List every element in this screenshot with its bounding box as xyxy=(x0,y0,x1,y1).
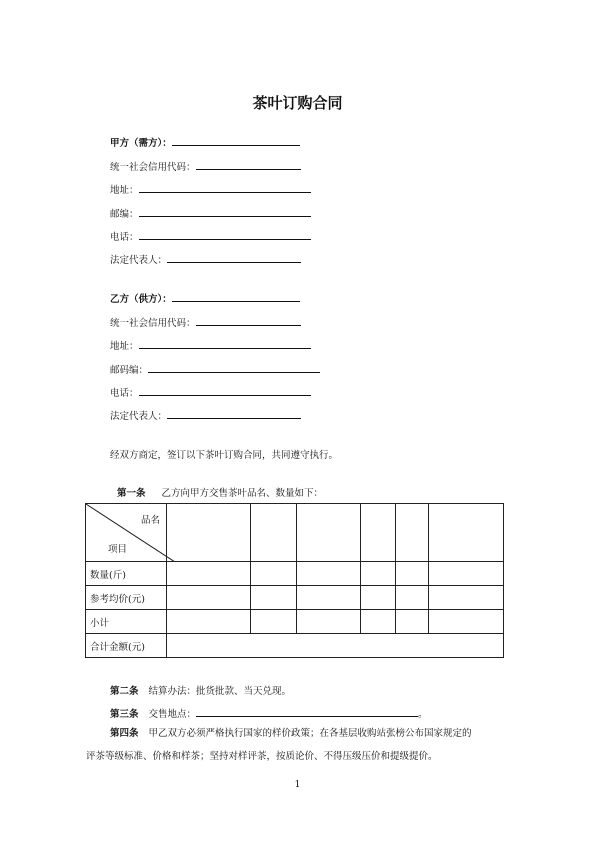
table-cell[interactable] xyxy=(167,586,251,610)
party-b-phone-blank[interactable] xyxy=(139,385,311,396)
party-a-phone-row xyxy=(110,229,311,243)
table-cell[interactable] xyxy=(251,610,297,634)
party-a-postcode-blank[interactable] xyxy=(139,206,311,217)
party-b-phone-label: 电话： xyxy=(110,388,139,399)
table-cell[interactable] xyxy=(396,562,429,586)
article-3 xyxy=(110,706,428,720)
row-label-total: 合计金额(元) xyxy=(86,634,167,658)
product-cell-6[interactable] xyxy=(429,504,504,562)
product-cell-3[interactable] xyxy=(297,504,361,562)
party-b-phone-row xyxy=(110,385,311,399)
table-cell[interactable] xyxy=(167,562,251,586)
table-cell[interactable] xyxy=(396,586,429,610)
party-a-legal-rep-blank[interactable] xyxy=(167,252,301,263)
party-b-label: 乙方（供方）： xyxy=(110,294,172,305)
corner-label-product: 品名 xyxy=(140,515,160,526)
intro-text: 经双方商定，签订以下茶叶订购合同，共同遵守执行。 xyxy=(110,450,339,461)
party-a-credit-code-label: 统一社会信用代码： xyxy=(110,162,196,173)
article-4-head: 第四条 xyxy=(110,728,139,739)
party-b-address-label: 地址： xyxy=(110,341,139,352)
article-3-text: 交售地点： xyxy=(148,709,197,720)
product-cell-4[interactable] xyxy=(361,504,396,562)
party-a-address-row xyxy=(110,182,311,196)
corner-diagonal-line xyxy=(86,504,175,562)
party-b-legal-rep-blank[interactable] xyxy=(167,408,301,419)
row-label-quantity: 数量(斤) xyxy=(86,562,167,586)
article-1-text: 乙方向甲方交售茶叶品名、数量如下： xyxy=(161,488,324,499)
party-a-address-label: 地址： xyxy=(110,185,139,196)
party-b-address-row xyxy=(110,338,311,352)
document-title: 茶叶订购合同 xyxy=(252,94,343,112)
article-2-text: 结算办法：批货批款、当天兑现。 xyxy=(148,686,292,697)
page-number: 1 xyxy=(294,780,301,790)
corner-label-item: 项目 xyxy=(108,544,128,555)
party-b-legal-rep-label: 法定代表人： xyxy=(110,411,168,422)
party-a-name-blank[interactable] xyxy=(172,135,300,146)
product-cell-1[interactable] xyxy=(167,504,251,562)
party-a-postcode-row xyxy=(110,206,311,220)
table-row xyxy=(86,634,504,658)
party-a-label: 甲方（需方）： xyxy=(110,138,172,149)
table-cell[interactable] xyxy=(251,586,297,610)
party-a-credit-code-row xyxy=(110,159,301,173)
party-a-phone-label: 电话： xyxy=(110,232,139,243)
table-cell[interactable] xyxy=(361,562,396,586)
table-cell[interactable] xyxy=(297,562,361,586)
party-b-credit-code-label: 统一社会信用代码： xyxy=(110,318,196,329)
table-row xyxy=(86,586,504,610)
table-header-row xyxy=(86,504,504,562)
table-cell[interactable] xyxy=(297,586,361,610)
article-3-head: 第三条 xyxy=(110,709,139,720)
table-cell[interactable] xyxy=(167,610,251,634)
table-cell[interactable] xyxy=(429,586,504,610)
product-cell-5[interactable] xyxy=(396,504,429,562)
table-cell[interactable] xyxy=(396,610,429,634)
article-2-head: 第二条 xyxy=(110,686,139,697)
party-a-postcode-label: 邮编： xyxy=(110,209,139,220)
party-b-heading xyxy=(110,291,300,305)
table-cell[interactable] xyxy=(251,562,297,586)
party-a-address-blank[interactable] xyxy=(139,182,311,193)
party-b-name-blank[interactable] xyxy=(172,291,300,302)
article-2 xyxy=(110,683,291,697)
party-a-credit-code-blank[interactable] xyxy=(196,159,301,170)
party-b-postcode-row xyxy=(110,362,320,376)
table-cell[interactable] xyxy=(429,562,504,586)
party-b-credit-code-blank[interactable] xyxy=(196,315,301,326)
table-row xyxy=(86,562,504,586)
product-cell-2[interactable] xyxy=(251,504,297,562)
party-b-address-blank[interactable] xyxy=(139,338,311,349)
table-cell[interactable] xyxy=(361,610,396,634)
article-4-line-1 xyxy=(110,723,472,744)
row-label-subtotal: 小计 xyxy=(86,610,167,634)
party-a-legal-rep-label: 法定代表人： xyxy=(110,255,168,266)
party-a-legal-rep-row xyxy=(110,252,301,266)
table-cell[interactable] xyxy=(361,586,396,610)
table-cell[interactable] xyxy=(297,610,361,634)
article-4-line-2: 评茶等级标准、价格和样茶；坚持对样评茶，按质论价、不得压级压价和提级提价。 xyxy=(86,751,438,762)
delivery-location-blank[interactable] xyxy=(196,706,418,717)
table-cell[interactable] xyxy=(429,610,504,634)
table-row xyxy=(86,610,504,634)
article-4-text-1: 甲乙双方必须严格执行国家的样价政策；在各基层收购站张榜公布国家规定的 xyxy=(148,728,472,739)
row-label-avg-price: 参考均价(元) xyxy=(86,586,167,610)
party-a-heading xyxy=(110,135,300,149)
party-b-legal-rep-row xyxy=(110,408,301,422)
table-corner-cell xyxy=(86,504,167,562)
tea-table xyxy=(85,503,504,658)
total-amount-cell[interactable] xyxy=(167,634,504,658)
party-a-phone-blank[interactable] xyxy=(139,229,311,240)
party-b-postcode-blank[interactable] xyxy=(148,362,320,373)
article-3-end: 。 xyxy=(418,709,428,720)
party-b-postcode-label: 邮码编： xyxy=(110,365,149,376)
article-1 xyxy=(117,485,323,499)
party-b-credit-code-row xyxy=(110,315,301,329)
article-1-head: 第一条 xyxy=(117,488,146,499)
